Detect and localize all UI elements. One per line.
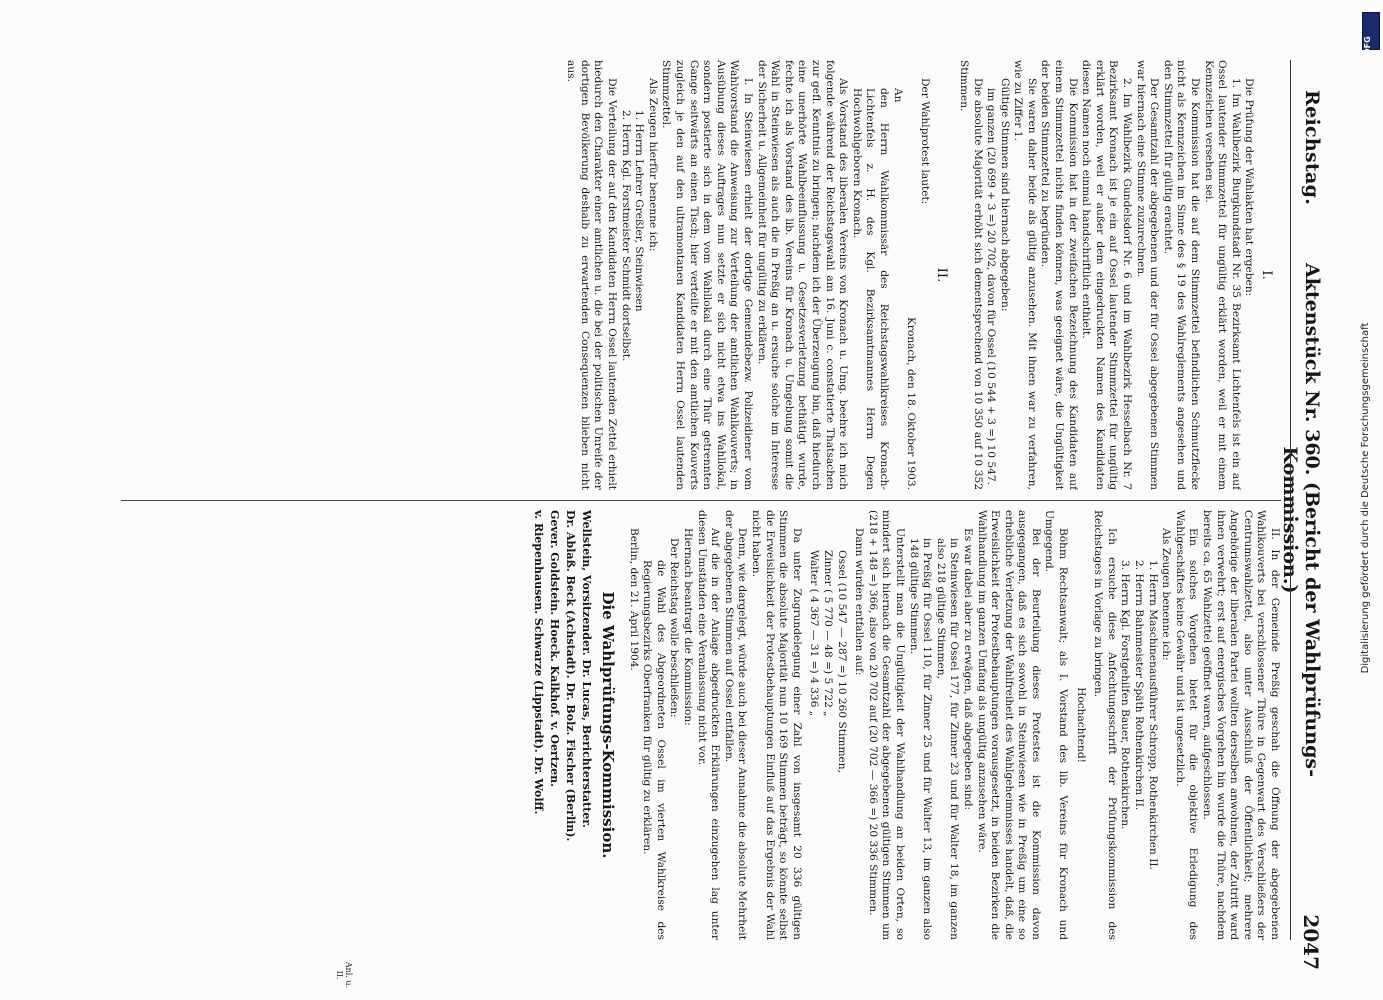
paragraph: Bei der Beurteilung dieses Protestes ist die Kommission davon ausgegangen, daß es sich sowohl in Steinwiesen wie in Preßig um eine so erhebliche Verletzung der Wahlfreiheit des Wahlgeheimnisses handelt, daß, die Erweislichkeit der Protestbehauptungen vorausgesetzt, in beiden Bezirken die Wahlhandlung im ganzen Umfang als ungültig anzusehen wäre. [975, 510, 1042, 940]
protest-date: Kronach, den 18. Oktober 1903. [905, 317, 918, 490]
section-heading-i: I. [1259, 270, 1274, 280]
paragraph: Denn, wie dargelegt, würde auch bei dieser Annahme die absolute Mehrheit der abgegebenen Stimmen auf Ossel entfallen. [722, 510, 749, 940]
witness: 1. Herrn Lehrer Greßler, Steinwiesen [633, 110, 646, 312]
paragraph: Ich ersuche diese Anfechtungsschrift der Prüfungskommission des Reichstages in Vorlage zu bringen. [1092, 510, 1118, 940]
paragraph: Gültige Stimmen sind hiernach abgegeben: [998, 78, 1011, 312]
running-header [1279, 90, 1323, 970]
column-right [111, 510, 1281, 940]
page-number: 2047 [1299, 914, 1323, 970]
closing-greeting: Hochachtend! [1074, 687, 1087, 763]
address-block: den Herrn Wahlkommissär des Reichstagswahlkreises Kronach-Lichtenfels z. H. des Kgl. Bezirksamtmannes Herrn Degen Hochwohlgeboren Kronach. [850, 88, 890, 490]
commission-title: Die Wahlprüfungs-Kommission. [599, 591, 618, 859]
section-heading-ii: II. [934, 267, 950, 283]
paragraph: Die Verteilung der auf den Kandidaten Herrn Ossel lautenden Zettel erhielt hiedurch den Charakter einer amtlichen u. die bei der politischen Unreife der dortigen Bevölkerung deshalb zu erwartenden Consequenzen blieben nicht aus. [565, 60, 619, 490]
header-rule [1290, 60, 1291, 940]
paragraph: 1. Im Wahlbezirk Burgkundstadt Nr. 35 Bezirksamt Lichtenfels ist ein auf Ossel lautender Stimmzettel für ungültig erklärt worden, weil er mit einem Kennzeichen versehen sei. [1202, 60, 1242, 490]
paragraph: 2. Im Wahlbezirk Gundelsdorf Nr. 6 und im Wahlbezirk Hesselbach Nr. 7 Bezirksamt Kronach ist je ein auf Ossel lautender Stimmzettel für ungültig erklärt worden, weil er außer dem eingedruckten Namen des Kandidaten diesen Namen noch einmal handschriftlich enthielt. [1080, 60, 1134, 490]
paragraph: Als Zeugen hierfür benenne ich: [646, 78, 659, 252]
witness: 2. Herrn Kgl. Forstmeister Schmidt dortselbst. [619, 110, 632, 362]
paragraph: Die Prüfung der Wahlakten hat ergeben: [1243, 78, 1256, 297]
resolution: die Wahl des Abgeordneten Ossel im vierten Wahlkreise des Regierungsbezirks Oberfranken für gültig zu erklären. [641, 560, 667, 940]
vote-list-item: in Preßig für Ossel 110, für Zinner 25 und für Walter 13, im ganzen also 148 gültige Stimmen. [907, 538, 934, 940]
column-divider [121, 500, 1281, 501]
paragraph: Als Vorstand des liberalen Vereins von Kronach u. Umg. beehre ich mich folgende während der Reichstagswahl am 16. Juni c. constatierte Thatsachen zur gefl. Kenntnis zu bringen; nachdem ich der Überzeugung bin, daß hiedurch eine unerhörte Wahlbeeinflussung u. Gesetzesverletzung bethätigt wurde, fechte ich als Vorstand des lib. Vereins für Kronach u. Umgebung somit die Wahl in Steinwiesen als auch die in Preßig an u. ersuche solche im Interesse der Sicherheit u. Allgemeinheit für ungültig zu erklären. [755, 60, 850, 490]
members-line: Dr. Ablaß. Beck (Achstadt). Dr. Bolz. Fischer (Berlin). [564, 510, 578, 842]
logo-text: DFG [1363, 36, 1372, 55]
paragraph: Dann würden entfallen auf: [853, 528, 866, 676]
paragraph: Der Reichstag wolle beschließen: [668, 538, 681, 718]
digitization-credit: Digitalisierung gefördert durch die Deutsche Forschungsgemeinschaft [1360, 322, 1371, 674]
vote-list-item: in Steinwiesen für Ossel 177, für Zinner 23 und für Walter 18, im ganzen also 218 gültige Stimmen, [934, 538, 961, 940]
paragraph: Ein solches Vorgehen bietet für die objektive Erledigung des Wahlgeschäftes keine Gewähr und ist ungesetzlich. [1173, 510, 1200, 940]
column-left [111, 60, 1281, 490]
witness: 2. Herrn Bahnmeister Späth Rothenkirchen II. [1133, 560, 1146, 811]
paragraph: Die Kommission hat in der zweifachen Bezeichnung des Kandidaten auf einem Stimmzettel nichts finden können, was geeignet wäre, die Ungültigkeit der beiden Stimmzettel zu begründen. [1039, 60, 1079, 490]
commission-signatures [530, 510, 616, 940]
address-an: An [891, 88, 904, 103]
header-title: Aktenstück Nr. 360. (Bericht der Wahlprüfungs-Kommission.) [1279, 263, 1323, 777]
digitization-strip [1360, 8, 1382, 998]
paragraph: Die absolute Majorität erhöht sich dementsprechend von 10 350 auf 10 352 Stimmen. [957, 60, 984, 490]
vote-table-row: Ossel (10 547 — 287 =) 10 260 Stimmen, [835, 550, 848, 773]
paragraph: Der Gesamtzahl der abgegebenen und der für Ossel abgegebenen Stimmen war hiernach eine Stimme zuzurechnen. [1134, 60, 1161, 490]
vote-table-row: Zinner ( 5 770 — 48 =) 5 722 „ [822, 550, 834, 717]
paragraph: Es war dabei aber zu erwägen, daß abgegeben sind: [961, 528, 974, 811]
members-line: Gever. Goldstein. Hoeck. Kalkhof. v. Oertzen. [548, 510, 562, 787]
witness: 3. Herrn Kgl. Forstgehilfen Bauer, Rothenkirchen. [1119, 560, 1132, 830]
signature-line: Böhm Rechtsanwalt; als I. Vorstand des lib. Vereins für Kronach und Umgegend. [1043, 510, 1070, 940]
paragraph: I. In Steinwiesen erhielt der dortige Gemeindebezw. Polizeidiener vom Wahlvorstand die Anweisung zur Verteilung der amtlichen Wahlkouverts; in Ausübung dieses Auftrages nun setzte er sich nicht etwa ins Wahllokal, sondern postierte sich in dem vom Wahllokal durch eine Thür getrennten Gange seitwärts an einen Tisch; hier verteilte er mit den amtlichen Kouverts zugleich je den auf den ultramontanen Kandidaten Herrn Ossel lautenden Stimmzettel. [660, 60, 755, 490]
members-line: v. Riepenhausen. Schwarze (Lippstadt). Dr. Wolff. [532, 510, 546, 815]
vote-table-row: Walter ( 4 367 — 31 =) 4 336 „ [808, 550, 821, 717]
members-line: Wellstein, Vorsitzender. Dr. Lucas, Berichterstatter. [580, 510, 594, 828]
header-left: Reichstag. [1301, 90, 1323, 206]
paragraph: Hiernach beantragt die Kommission: [682, 528, 695, 726]
witness: 1. Herrn Maschinenausführer Schropp, Rothenkirchen II. [1146, 560, 1159, 870]
margin-annotation: Anl. u. II. [335, 961, 353, 989]
place-date: Berlin, den 21. April 1904. [627, 528, 640, 671]
paragraph: Die Kommission hat die auf dem Stimmzettel befindlichen Schmutzflecke nicht als Kennzeichen im Sinne des § 19 des Wahlreglements angesehen und den Stimmzettel für gültig erachtet. [1161, 60, 1202, 490]
vote-table [807, 550, 848, 940]
paragraph: Unterstellt man die Ungültigkeit der Wahlhandlung an beiden Orten, so mindert sich hiernach die Gesamtzahl der abgegebenen gültigen Stimmen um (218 + 148 =) 366, also von 20 702 auf (20 702 — 366 =) 20 336 Stimmen. [866, 510, 906, 940]
paragraph: II. In der Gemeinde Preßig geschah die Öffnung der abgegebenen Wahlkouverts bei verschlossener Thüre in Gegenwart des Verschließers der Centrumswahlzettel, also unter Ausschluß der Öffentlichkeit; mehrere Angehörige der liberalen Partei wollten derselben anwohnen, der Zutritt ward ihnen verwehrt; erst auf energisches Vorgehen hin wurde die Thüre, nachdem bereits ca. 65 Wahlzettel geöffnet waren, aufgeschlossen. [1201, 510, 1281, 940]
paragraph: Als Zeugen benenne ich: [1160, 528, 1173, 661]
paragraph: Auf die in der Anlage abgedruckten Erklärungen einzugehen lag unter diesen Umständen eine Veranlassung nicht vor. [695, 510, 722, 940]
paragraph: Sie waren daher beide als gültig anzusehen. Mit ihnen war zu verfahren, wie zu Ziffer 1. [1012, 60, 1038, 490]
paragraph: Da unter Zugrundelegung einer Zahl von insgesamt 20 336 gültigen Stimmen die absolute Majorität nun 10 169 Stimmen beträgt, so könnte selbst die Erweislichkeit der Protestbehauptungen Einfluß auf das Ergebnis der Wahl nicht haben. [750, 510, 803, 940]
vote-totals: im ganzen (20 699 + 3 =) 20 702, davon für Ossel (10 544 + 3 =) 10 547. [985, 88, 998, 486]
paragraph: Der Wahlprotest lautet: [918, 78, 931, 205]
